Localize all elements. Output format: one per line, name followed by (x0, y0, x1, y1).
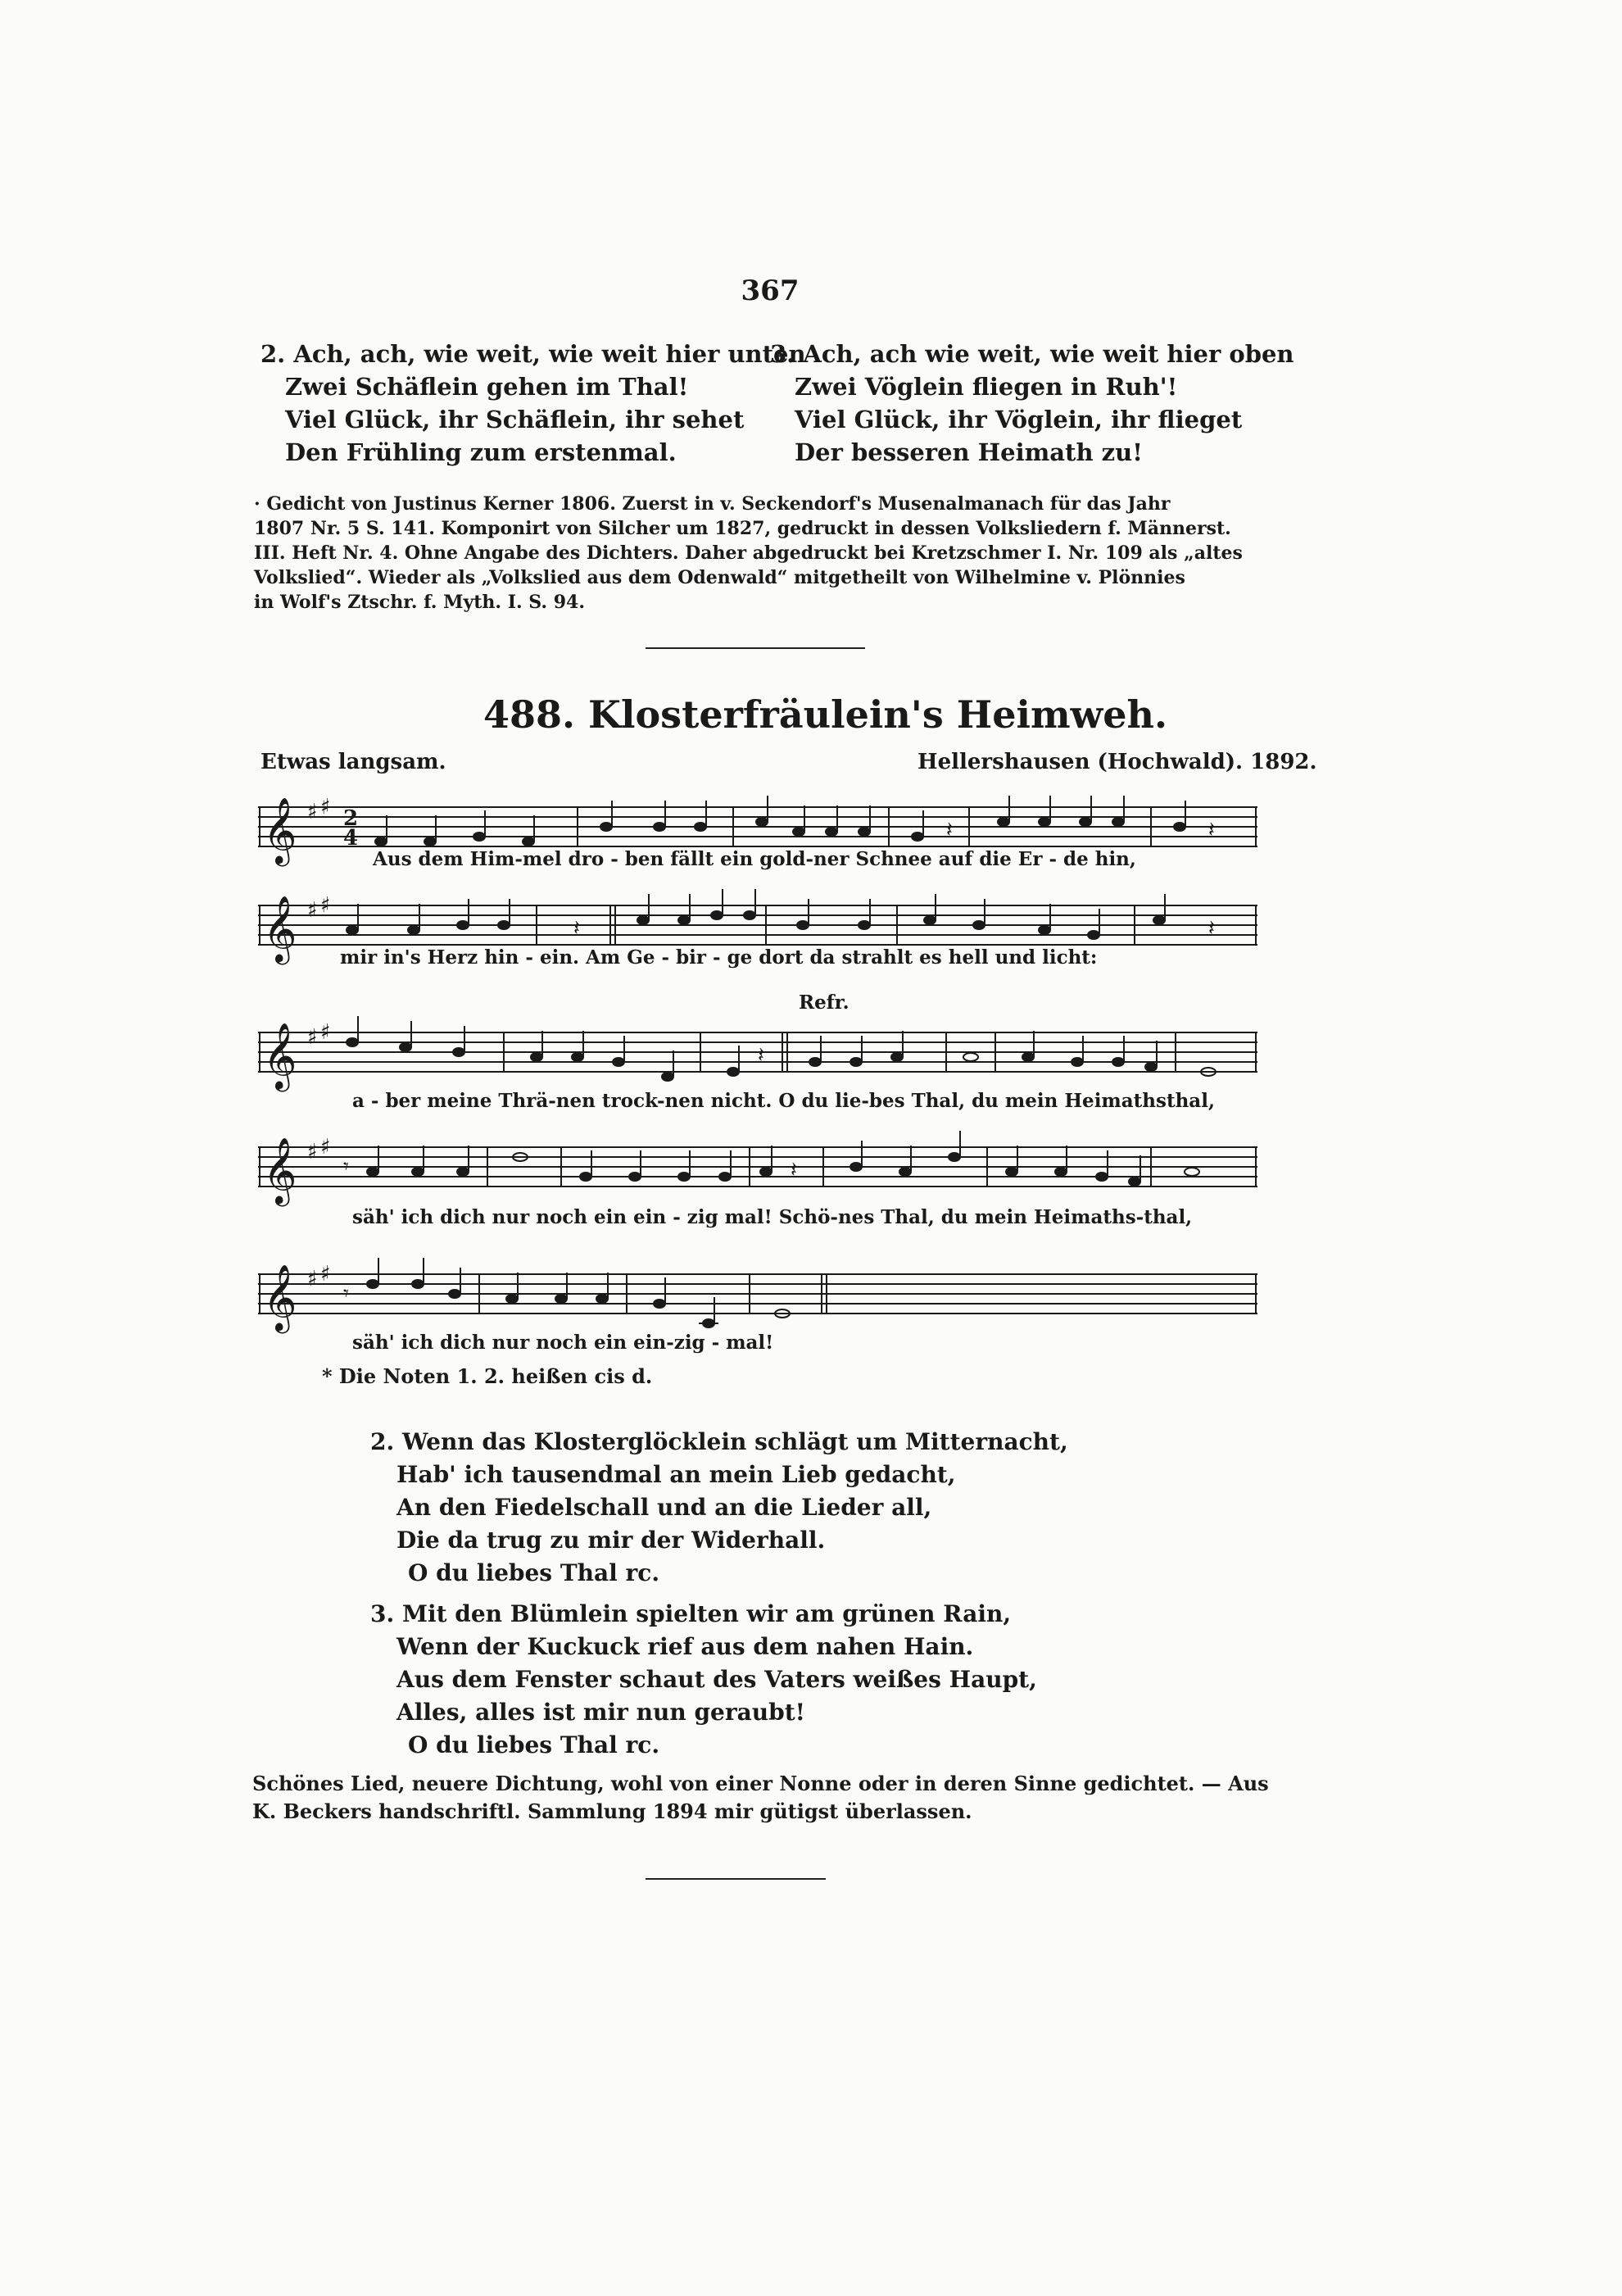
closing-note-line: K. Beckers handschriftl. Sammlung 1894 mir gütigst überlassen. (252, 1799, 972, 1823)
time-signature-bottom: 4 (343, 826, 359, 851)
source-note-line: III. Heft Nr. 4. Ohne Angabe des Dichters. Daher abgedruckt bei Kretzschmer I. Nr. 109 als „altes (254, 542, 1243, 564)
source-note-line: in Wolf's Ztschr. f. Myth. I. S. 94. (254, 592, 586, 613)
verse-line: Wenn der Kuckuck rief aus dem nahen Hain. (396, 1633, 974, 1660)
svg-text:𝄽: 𝄽 (758, 1043, 764, 1068)
svg-text:♯: ♯ (307, 1140, 318, 1164)
svg-text:♯: ♯ (320, 1262, 331, 1286)
verse-line: Alles, alles ist mir nun geraubt! (396, 1699, 805, 1726)
verse-line: Die da trug zu mir der Widerhall. (396, 1527, 826, 1554)
svg-text:𝄽: 𝄽 (1208, 818, 1215, 842)
refrain-mark: Refr. (799, 991, 850, 1014)
lyrics-line-3: a - ber meine Thrä-nen trock-nen nicht. O du lie-bes Thal, du mein Heimathsthal, (352, 1090, 1215, 1112)
stanza-line: Den Frühling zum erstenmal. (285, 438, 677, 466)
svg-text:♯: ♯ (307, 800, 318, 824)
verse-line: Hab' ich tausendmal an mein Lieb gedacht, (396, 1461, 956, 1488)
svg-text:𝄽: 𝄽 (573, 916, 580, 941)
svg-text:𝄽: 𝄽 (791, 1158, 797, 1182)
section-divider (646, 647, 865, 649)
svg-text:♯: ♯ (307, 1267, 318, 1291)
stanza-line: Der besseren Heimath zu! (795, 438, 1143, 466)
stanza-3 (770, 338, 1294, 469)
stanza-line: Viel Glück, ihr Schäflein, ihr sehet (285, 406, 745, 433)
page-number: 367 (741, 275, 800, 307)
footnote: * Die Noten 1. 2. heißen cis d. (322, 1364, 653, 1388)
svg-text:𝄞: 𝄞 (263, 1137, 297, 1204)
svg-text:𝄾: 𝄾 (343, 1282, 349, 1306)
verse-3 (370, 1598, 1037, 1762)
section-divider-bottom (646, 1878, 826, 1880)
tempo-marking: Etwas langsam. (261, 750, 446, 774)
verse-line: Aus dem Fenster schaut des Vaters weißes Haupt, (396, 1666, 1037, 1693)
svg-text:♯: ♯ (320, 1135, 331, 1159)
svg-text:𝄽: 𝄽 (946, 818, 953, 842)
time-signature-top: 2 (343, 806, 359, 831)
song-title: 488. Klosterfräulein's Heimweh. (483, 692, 1167, 737)
stanza-line: 2. Ach, ach, wie weit, wie weit hier unten (261, 340, 806, 368)
lyrics-line-1: Aus dem Him-mel dro - ben fällt ein gold-ner Schnee auf die Er - de hin, (373, 848, 1136, 870)
source-note-line: · Gedicht von Justinus Kerner 1806. Zuerst in v. Seckendorf's Musenalmanach für das Jahr (254, 493, 1171, 515)
svg-text:♯: ♯ (320, 893, 331, 918)
source-note (254, 492, 1243, 615)
source-note-line: 1807 Nr. 5 S. 141. Komponirt von Silcher um 1827, gedruckt in dessen Volksliedern f. Männerst. (254, 518, 1231, 539)
svg-text:𝄞: 𝄞 (263, 796, 297, 864)
verse-2 (370, 1426, 1068, 1590)
stanza-2 (261, 338, 806, 469)
source-note-line: Volkslied“. Wieder als „Volkslied aus dem Odenwald“ mitgetheilt von Wilhelmine v. Plönnies (254, 567, 1185, 588)
lyrics-line-4: säh' ich dich nur noch ein ein - zig mal! Schö-nes Thal, du mein Heimaths-thal, (352, 1206, 1193, 1228)
closing-note-line: Schönes Lied, neuere Dichtung, wohl von einer Nonne oder in deren Sinne gedichtet. — Aus (252, 1772, 1269, 1795)
stanza-line: Zwei Schäflein gehen im Thal! (285, 373, 689, 401)
svg-text:𝄾: 𝄾 (343, 1155, 349, 1179)
svg-text:♯: ♯ (320, 1020, 331, 1045)
svg-text:𝄽: 𝄽 (1208, 916, 1215, 941)
lyrics-line-5: säh' ich dich nur noch ein ein-zig - mal! (352, 1332, 774, 1354)
svg-text:𝄞: 𝄞 (263, 1022, 297, 1089)
lyrics-line-2: mir in's Herz hin - ein. Am Ge - bir - ge dort da strahlt es hell und licht: (340, 946, 1098, 969)
svg-text:♯: ♯ (307, 898, 318, 923)
stanza-line: Viel Glück, ihr Vöglein, ihr flieget (795, 406, 1243, 433)
verse-line: O du liebes Thal rc. (408, 1559, 660, 1586)
verse-line: 3. Mit den Blümlein spielten wir am grünen Rain, (370, 1600, 1012, 1627)
stanza-line: 3. Ach, ach wie weit, wie weit hier oben (770, 340, 1294, 368)
verse-line: O du liebes Thal rc. (408, 1731, 660, 1758)
stanza-line: Zwei Vöglein fliegen in Ruh'! (795, 373, 1178, 401)
verse-line: An den Fiedelschall und an die Lieder all, (396, 1494, 932, 1521)
svg-text:𝄞: 𝄞 (263, 895, 297, 962)
svg-text:𝄞: 𝄞 (263, 1264, 297, 1331)
closing-note (252, 1770, 1269, 1826)
svg-text:♯: ♯ (307, 1025, 318, 1050)
song-origin: Hellershausen (Hochwald). 1892. (917, 750, 1317, 774)
verse-line: 2. Wenn das Klosterglöcklein schlägt um Mitternacht, (370, 1428, 1068, 1455)
svg-text:♯: ♯ (320, 795, 331, 819)
